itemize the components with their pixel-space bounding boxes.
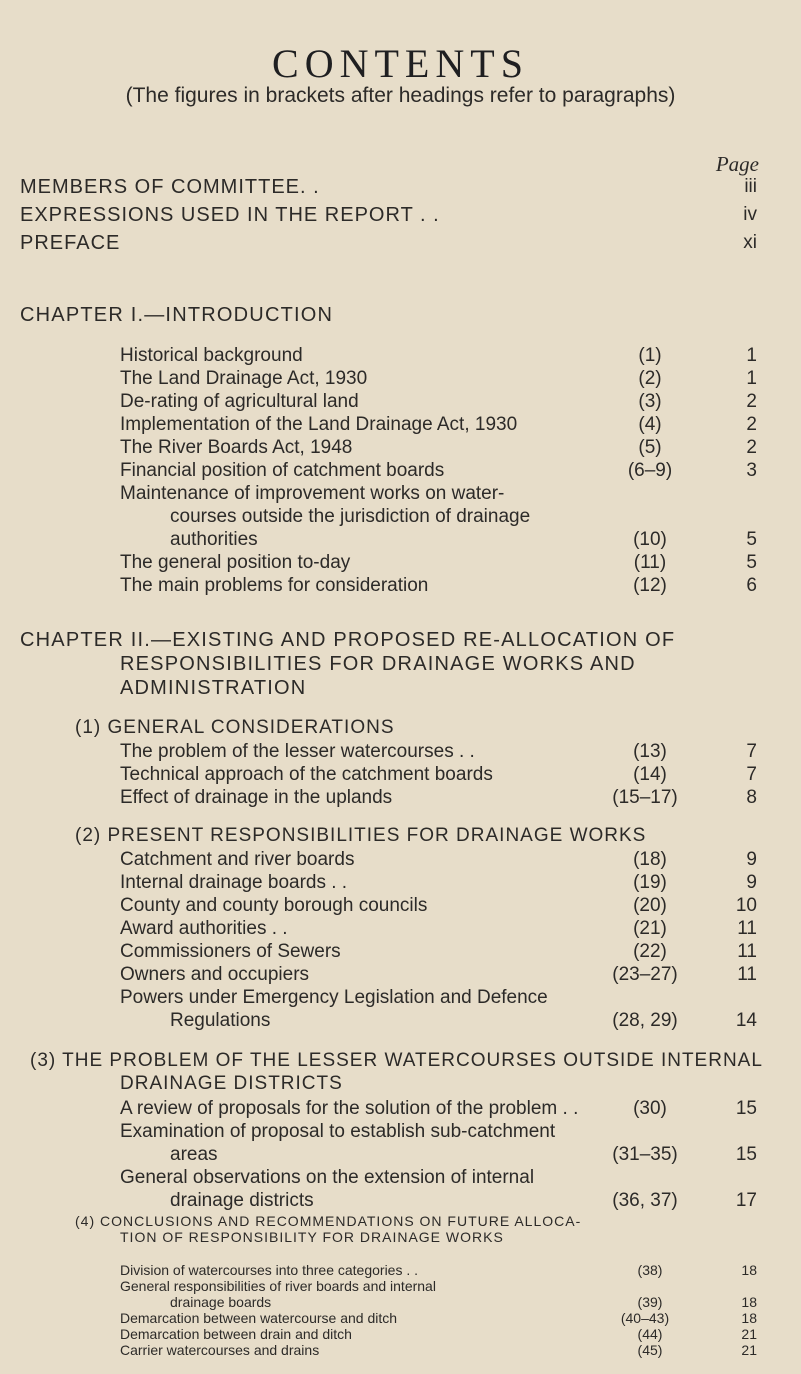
paragraph-ref: (5) — [638, 437, 662, 458]
footer-page-number — [0, 1190, 801, 1206]
page-column-label: Page — [715, 152, 759, 176]
paragraph-ref: (23–27) — [612, 964, 678, 985]
toc-page-number: 14 — [735, 1010, 757, 1031]
toc-entry: Demarcation between watercourse and ditch — [120, 1310, 398, 1326]
toc-page-number: 11 — [737, 964, 757, 985]
toc-entry: drainage boards — [170, 1294, 272, 1310]
toc-page-number: 9 — [746, 849, 757, 870]
toc-page-number: 15 — [735, 1098, 757, 1119]
toc-entry: Demarcation between drain and ditch — [120, 1326, 352, 1342]
toc-page-number: 1 — [746, 345, 757, 366]
paragraph-ref: (4) — [638, 414, 662, 435]
toc-entry: A review of proposals for the solution of the problem . . — [120, 1098, 579, 1119]
toc-entry: Carrier watercourses and drains — [120, 1342, 320, 1358]
toc-page-number: 10 — [735, 895, 757, 916]
paragraph-ref: (28, 29) — [612, 1010, 678, 1031]
toc-entry: authorities — [170, 529, 258, 550]
toc-page-number: 9 — [746, 872, 757, 893]
toc-entry: General responsibilities of river boards and internal — [120, 1278, 436, 1294]
toc-entry: Regulations — [170, 1010, 271, 1031]
toc-entry: The main problems for consideration — [120, 575, 429, 596]
toc-page-number: 7 — [746, 764, 757, 785]
toc-entry: Technical approach of the catchment boards — [120, 764, 493, 785]
toc-page-number: 7 — [746, 741, 757, 762]
paragraph-ref: (44) — [637, 1326, 663, 1342]
toc-entry: Implementation of the Land Drainage Act, 1930 — [120, 414, 518, 435]
paragraph-ref: (40–43) — [620, 1310, 670, 1326]
paragraph-ref: (19) — [633, 872, 667, 893]
toc-entry: The problem of the lesser watercourses . . — [120, 741, 475, 762]
paragraph-ref: (30) — [633, 1098, 667, 1119]
toc-entry: Commissioners of Sewers — [120, 941, 341, 962]
toc-page-number: 11 — [737, 918, 757, 939]
toc-page-number: 18 — [741, 1294, 757, 1310]
paragraph-ref: (36, 37) — [612, 1190, 678, 1211]
toc-entry: Examination of proposal to establish sub-catchment — [120, 1121, 556, 1142]
paragraph-ref: (21) — [633, 918, 667, 939]
section-heading: TION OF RESPONSIBILITY FOR DRAINAGE WORKS — [120, 1229, 504, 1245]
toc-entry: areas — [170, 1144, 218, 1165]
section-heading: (1) GENERAL CONSIDERATIONS — [75, 717, 395, 738]
toc-page-number: 2 — [746, 437, 757, 458]
toc-page-number: 21 — [741, 1342, 757, 1358]
toc-page-number: 18 — [741, 1262, 757, 1278]
paragraph-ref: (3) — [638, 391, 662, 412]
paragraph-ref: (45) — [637, 1342, 663, 1358]
toc-page-number: 15 — [735, 1144, 757, 1165]
paragraph-ref: (31–35) — [612, 1144, 678, 1165]
toc-entry: PREFACE — [20, 232, 121, 254]
toc-page-number: 5 — [746, 529, 757, 550]
paragraph-ref: (18) — [633, 849, 667, 870]
chapter-heading: CHAPTER II.—EXISTING AND PROPOSED RE-ALLOCATION OF — [20, 629, 676, 651]
toc-entry: MEMBERS OF COMMITTEE. . — [20, 176, 320, 198]
section-heading: DRAINAGE DISTRICTS — [120, 1073, 343, 1094]
toc-entry: drainage districts — [170, 1190, 314, 1211]
chapter-heading: CHAPTER I.—INTRODUCTION — [20, 304, 334, 326]
toc-page-number: 8 — [746, 787, 757, 808]
paragraph-ref: (2) — [638, 368, 662, 389]
toc-entry: Owners and occupiers — [120, 964, 310, 985]
toc-page-number: iv — [743, 204, 757, 225]
toc-entry: The general position to-day — [120, 552, 351, 573]
toc-page-number: iii — [744, 176, 757, 197]
toc-page-number: 2 — [746, 391, 757, 412]
section-heading: (2) PRESENT RESPONSIBILITIES FOR DRAINAGE WORKS — [75, 825, 647, 846]
paragraph-ref: (1) — [638, 345, 662, 366]
toc-entry: The Land Drainage Act, 1930 — [120, 368, 368, 389]
toc-entry: Financial position of catchment boards — [120, 460, 445, 481]
chapter-heading: ADMINISTRATION — [120, 677, 307, 699]
chapter-heading: RESPONSIBILITIES FOR DRAINAGE WORKS AND — [120, 653, 636, 675]
toc-entry: Division of watercourses into three categories . . — [120, 1262, 419, 1278]
toc-page-number: 2 — [746, 414, 757, 435]
paragraph-ref: (11) — [633, 552, 667, 573]
toc-entry: Catchment and river boards — [120, 849, 355, 870]
toc-page-number: xi — [743, 232, 757, 253]
paragraph-ref: (10) — [633, 529, 667, 550]
toc-page-number: 11 — [737, 941, 757, 962]
toc-entry: County and county borough councils — [120, 895, 428, 916]
page-title: CONTENTS — [272, 41, 529, 86]
toc-page-number: 17 — [735, 1190, 757, 1211]
toc-entry: The River Boards Act, 1948 — [120, 437, 353, 458]
toc-entry: General observations on the extension of internal — [120, 1167, 535, 1188]
toc-page-number: 21 — [741, 1326, 757, 1342]
toc-entry: Internal drainage boards . . — [120, 872, 348, 893]
toc-page-number: 3 — [746, 460, 757, 481]
toc-entry: Historical background — [120, 345, 303, 366]
subtitle: (The figures in brackets after headings refer to paragraphs) — [125, 84, 676, 107]
toc-entry: Powers under Emergency Legislation and Defence — [120, 987, 548, 1008]
paragraph-ref: (6–9) — [627, 460, 673, 481]
toc-entry: Effect of drainage in the uplands — [120, 787, 393, 808]
toc-page-number: 18 — [741, 1310, 757, 1326]
paragraph-ref: (38) — [637, 1262, 663, 1278]
paragraph-ref: (14) — [633, 764, 667, 785]
toc-page-number: 6 — [746, 575, 757, 596]
toc-page-number: 1 — [746, 368, 757, 389]
section-heading: (4) CONCLUSIONS AND RECOMMENDATIONS ON FUTURE ALLOCA- — [75, 1213, 582, 1229]
paragraph-ref: (12) — [633, 575, 667, 596]
paragraph-ref: (22) — [633, 941, 667, 962]
paragraph-ref: (20) — [633, 895, 667, 916]
toc-entry: Maintenance of improvement works on water- — [120, 483, 505, 504]
section-heading: (3) THE PROBLEM OF THE LESSER WATERCOURSES OUTSIDE INTERNAL — [30, 1050, 763, 1071]
toc-entry: De-rating of agricultural land — [120, 391, 359, 412]
toc-entry: Award authorities . . — [120, 918, 288, 939]
toc-entry: courses outside the jurisdiction of drainage — [170, 506, 531, 527]
paragraph-ref: (39) — [637, 1294, 663, 1310]
toc-entry: EXPRESSIONS USED IN THE REPORT . . — [20, 204, 440, 226]
paragraph-ref: (13) — [633, 741, 667, 762]
paragraph-ref: (15–17) — [612, 787, 678, 808]
toc-page-number: 5 — [746, 552, 757, 573]
